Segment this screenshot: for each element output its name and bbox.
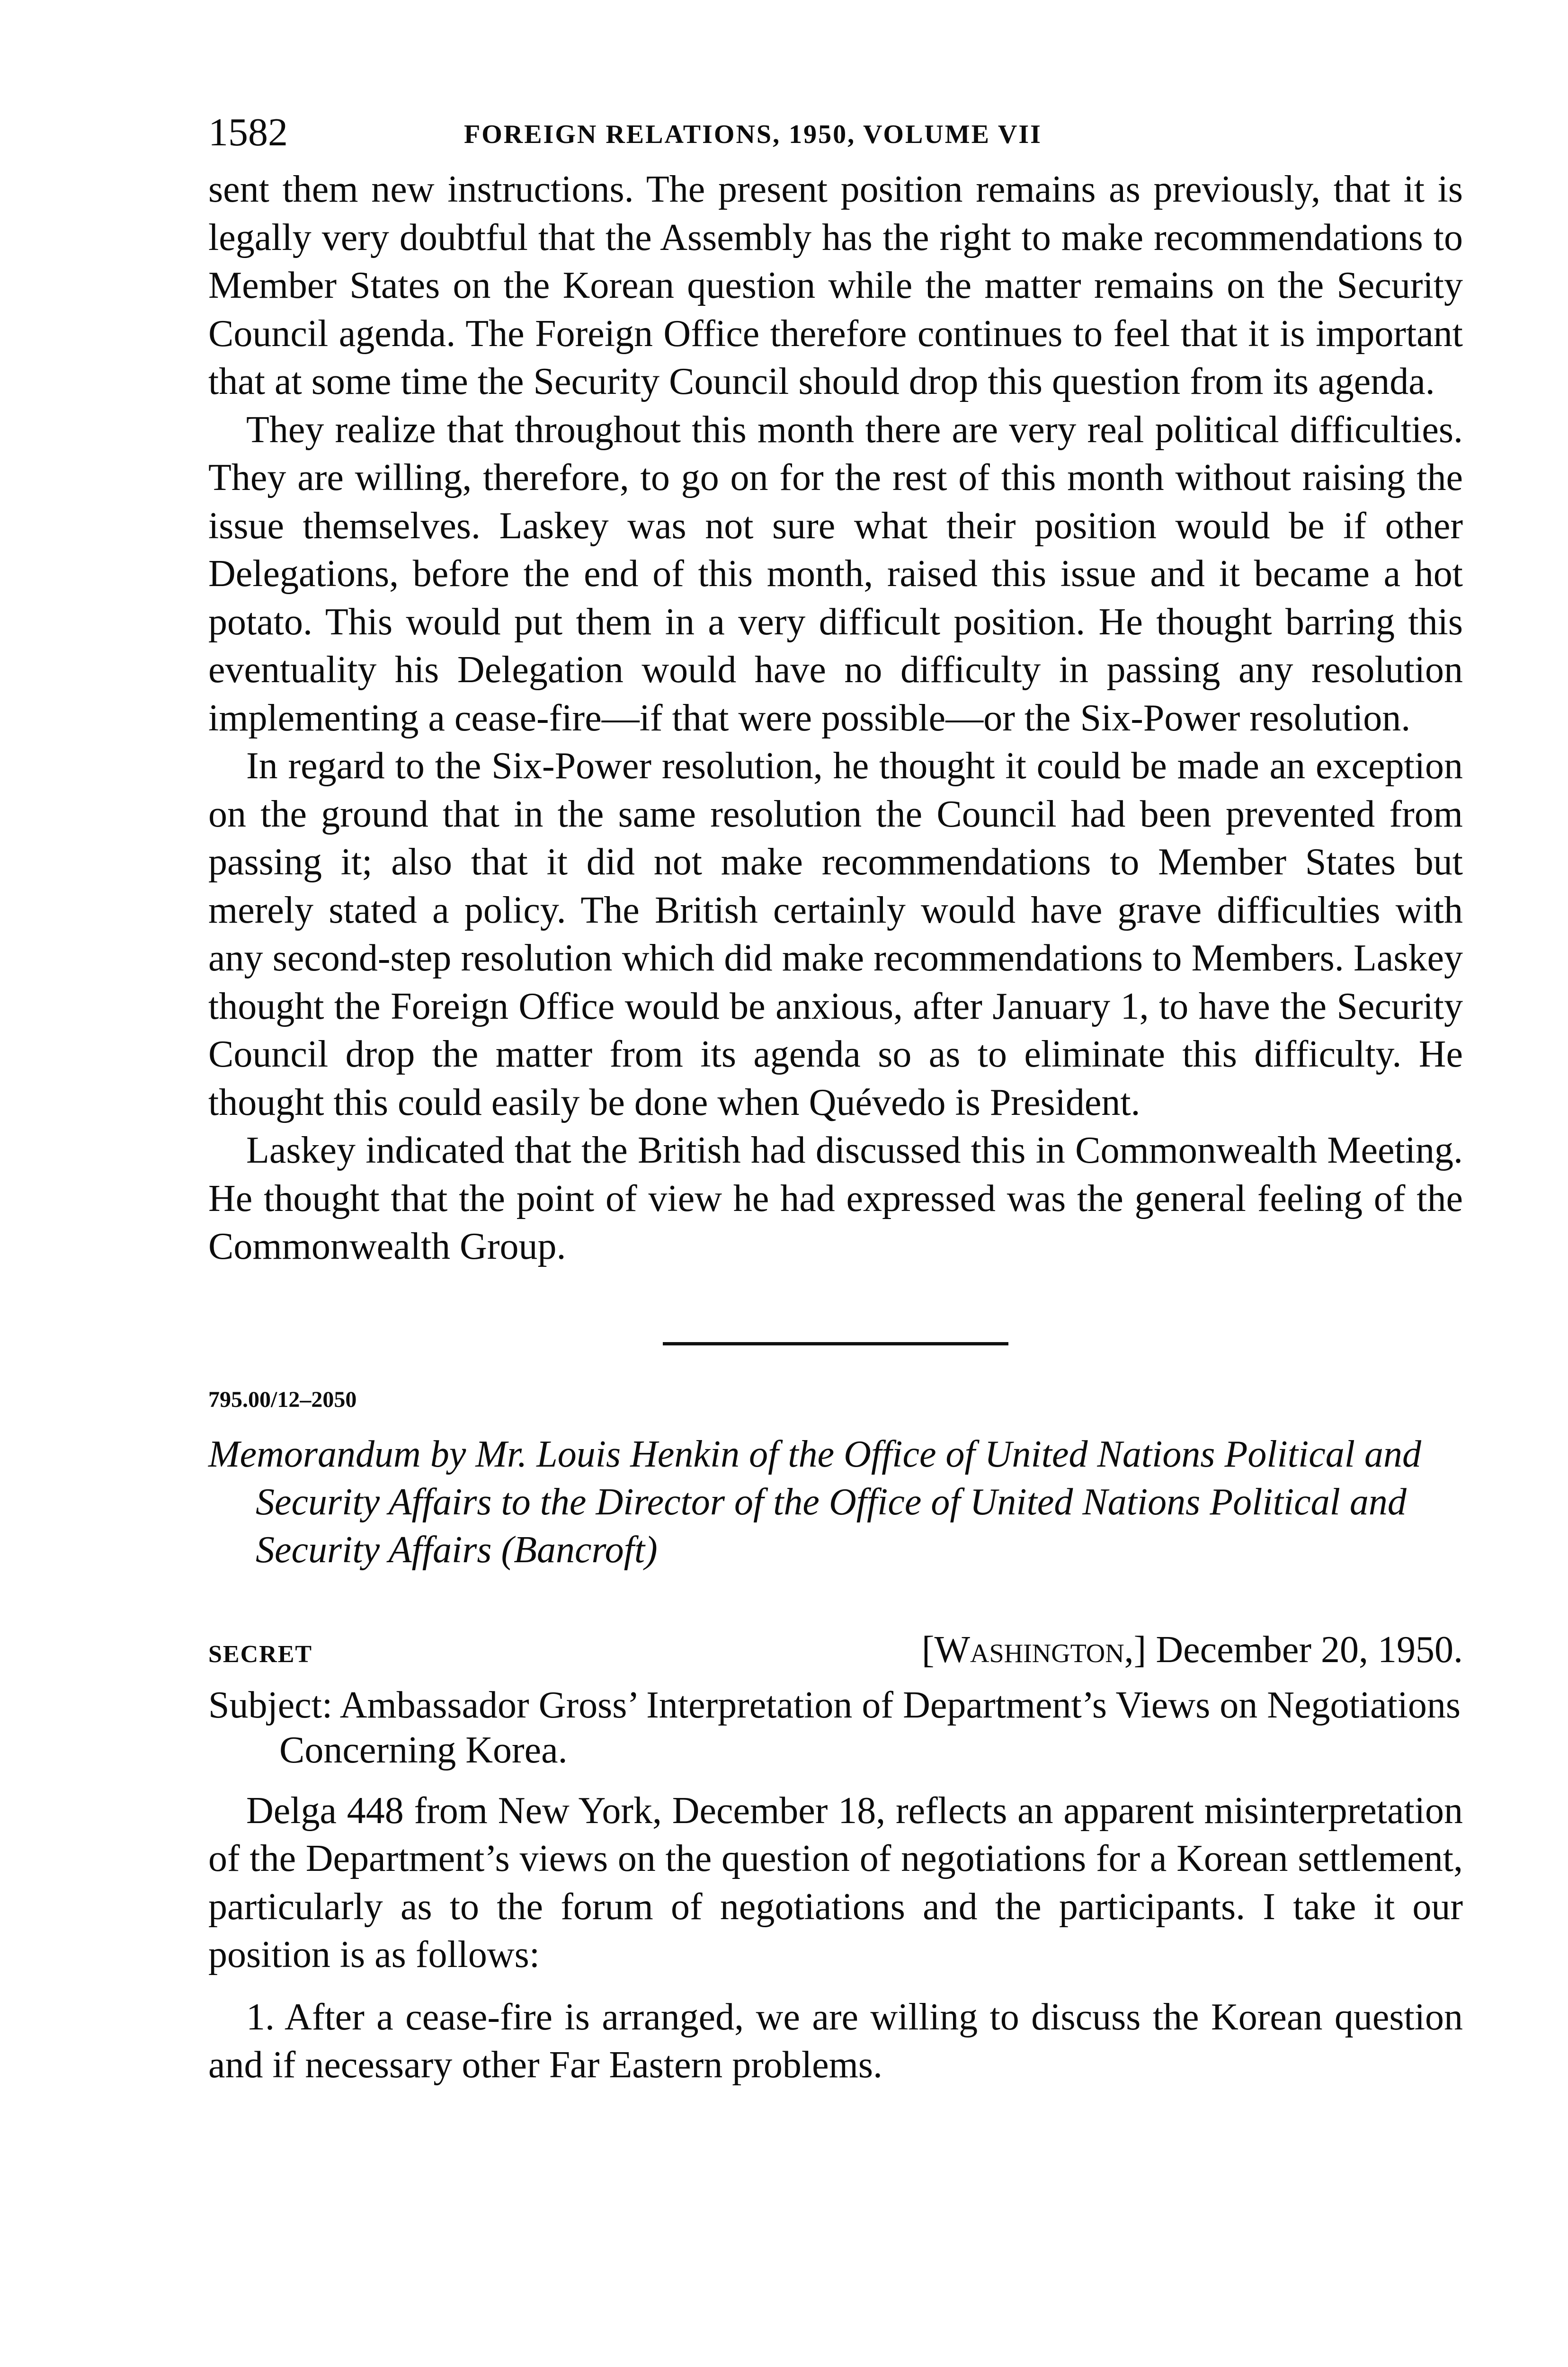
date: December 20, 1950. (1156, 1628, 1463, 1671)
page-number: 1582 (208, 110, 288, 154)
continued-paragraph-2: They realize that throughout this month there are very real political difficulties. They are willing, therefore, to go on for the rest of this month without raising the issue themselves. Laskey was not sure what their position would be if other Delegations, before the end of this month, raised this issue and it became a hot potato. This would put them in a very difficult position. He thought barring this eventuality his Delegation would have no difficulty in passing any resolution implementing a cease-fire—if that were possible—or the Six-Power resolution. (208, 409, 1463, 739)
continued-paragraph-3: In regard to the Six-Power resolution, he thought it could be made an exception on the ground that in the same resolution the Council had been prevented from passing it; also that it did not make recommendations to Member States but merely stated a policy. The British certainly would have grave difficulties with any second-step resolution which did make recommendations to Members. Laskey thought the Foreign Office would be anxious, after January 1, to have the Security Council drop the matter from its agenda so as to eliminate this difficulty. He thought this could easily be done when Quévedo is President. (208, 745, 1463, 1123)
memorandum-paragraph-1: Delga 448 from New York, December 18, reflects an apparent misinterpretation of the Department’s views on the question of negotiations for a Korean settlement, particularly as to the forum of negotiations and the participants. I take it our position is as follows: (208, 1789, 1463, 1975)
continued-paragraph-4: Laskey indicated that the British had discussed this in Commonwealth Meeting. He thought that the point of view he had expressed was the general feeling of the Commonwealth Group. (208, 1130, 1463, 1267)
place: [Washington,] (921, 1628, 1147, 1671)
document-page (208, 109, 1463, 2090)
classification-label: SECRET (208, 1640, 313, 1668)
dateline (208, 1626, 1463, 1678)
continued-paragraph-1: sent them new instructions. The present position remains as previously, that it is legally very doubtful that the Assembly has the right to make recommendations to Member States on the Korean question while the matter remains on the Security Council agenda. The Foreign Office therefore continues to feel that it is important that at some time the Security Council should drop this question from its agenda. (208, 169, 1463, 402)
memorandum-heading: Memorandum by Mr. Louis Henkin of the Office of United Nations Political and Security Affairs to the Director of the Office of United Nations Political and Security Affairs (Bancroft) (208, 1433, 1421, 1571)
memorandum-section (208, 1383, 1463, 2090)
place-date (922, 1626, 1463, 1673)
section-divider (663, 1342, 1008, 1345)
file-number: 795.00/12–2050 (208, 1387, 357, 1412)
running-title: FOREIGN RELATIONS, 1950, VOLUME VII (464, 120, 1042, 149)
subject-line: Subject: Ambassador Gross’ Interpretation of Department’s Views on Negotiations Concerning Korea. (208, 1684, 1461, 1771)
memorandum-list-item-1: 1. After a cease-fire is arranged, we are willing to discuss the Korean question and if necessary other Far Eastern problems. (208, 1996, 1463, 2086)
running-head (208, 109, 1463, 166)
